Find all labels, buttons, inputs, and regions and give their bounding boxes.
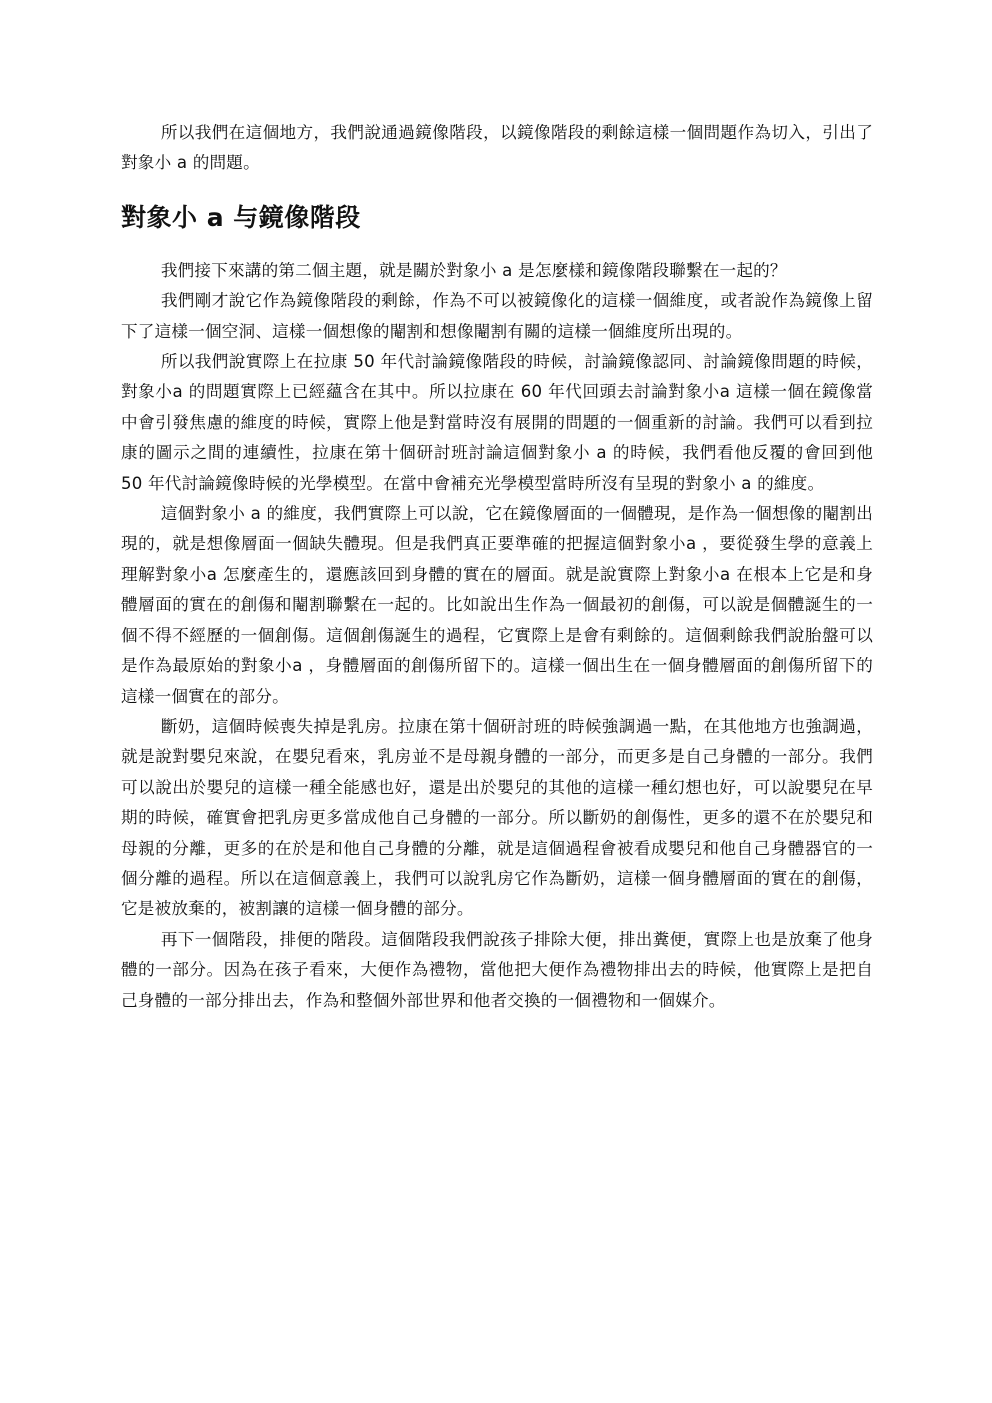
body-paragraph: 我們剛才說它作為鏡像階段的剩餘，作為不可以被鏡像化的這樣一個維度，或者說作為鏡像上留下了這樣一個空洞、這樣一個想像的閹割和想像閹割有關的這樣一個維度所出現的。 xyxy=(121,291,873,341)
body-paragraph: 我們接下來講的第二個主題，就是關於對象小 a 是怎麼樣和鏡像階段聯繫在一起的？ xyxy=(160,260,787,280)
section-heading: 對象小 a 与鏡像階段 xyxy=(121,202,361,232)
body-paragraph: 所以我們說實際上在拉康 50 年代討論鏡像階段的時候，討論鏡像認同、討論鏡像問題的時候，對象小a 的問題實際上已經蘊含在其中。所以拉康在 60 年代回頭去討論對象小a 這樣一個在鏡像當中會引發焦慮的維度的時候，實際上他是對當時沒有展開的問題的一個重新的討論。我們可以看到拉康的圖示之間的連續性，拉康在第十個研討班討論這個對象小 a 的時候，我們看他反覆的會回到他 50 年代討論鏡像時候的光學模型。在當中會補充光學模型當時所沒有呈現的對象小 a 的維度。 xyxy=(121,352,873,493)
body-paragraph: 斷奶，這個時候喪失掉是乳房。拉康在第十個研討班的時候強調過一點，在其他地方也強調過，就是說對嬰兒來說，在嬰兒看來，乳房並不是母親身體的一部分，而更多是自己身體的一部分。我們可以說出於嬰兒的這樣一種全能感也好，還是出於嬰兒的其他的這樣一種幻想也好，可以說嬰兒在早期的時候，確實會把乳房更多當成他自己身體的一部分。所以斷奶的創傷性，更多的還不在於嬰兒和母親的分離，更多的在於是和他自己身體的分離，就是這個過程會被看成嬰兒和他自己身體器官的一個分離的過程。所以在這個意義上，我們可以說乳房它作為斷奶，這樣一個身體層面的實在的創傷，它是被放棄的，被割讓的這樣一個身體的部分。 xyxy=(121,716,873,919)
intro-paragraph: 所以我們在這個地方，我們說通過鏡像階段，以鏡像階段的剩餘這樣一個問題作為切入，引出了對象小 a 的問題。 xyxy=(121,123,873,173)
document-page xyxy=(121,118,873,1016)
body-paragraph: 再下一個階段，排便的階段。這個階段我們說孩子排除大便，排出糞便，實際上也是放棄了他身體的一部分。因為在孩子看來，大便作為禮物，當他把大便作為禮物排出去的時候，他實際上是把自己身體的一部分排出去，作為和整個外部世界和他者交換的一個禮物和一個媒介。 xyxy=(121,929,873,1010)
body-paragraph: 這個對象小 a 的維度，我們實際上可以說，它在鏡像層面的一個體現，是作為一個想像的閹割出現的，就是想像層面一個缺失體現。但是我們真正要準確的把握這個對象小a ，要從發生學的意義上理解對象小a 怎麼產生的，還應該回到身體的實在的層面。就是說實際上對象小a 在根本上它是和身體層面的實在的創傷和閹割聯繫在一起的。比如說出生作為一個最初的創傷，可以說是個體誕生的一個不得不經歷的一個創傷。這個創傷誕生的過程，它實際上是會有剩餘的。這個剩餘我們說胎盤可以是作為最原始的對象小a ，身體層面的創傷所留下的。這樣一個出生在一個身體層面的創傷所留下的這樣一個實在的部分。 xyxy=(121,504,873,706)
